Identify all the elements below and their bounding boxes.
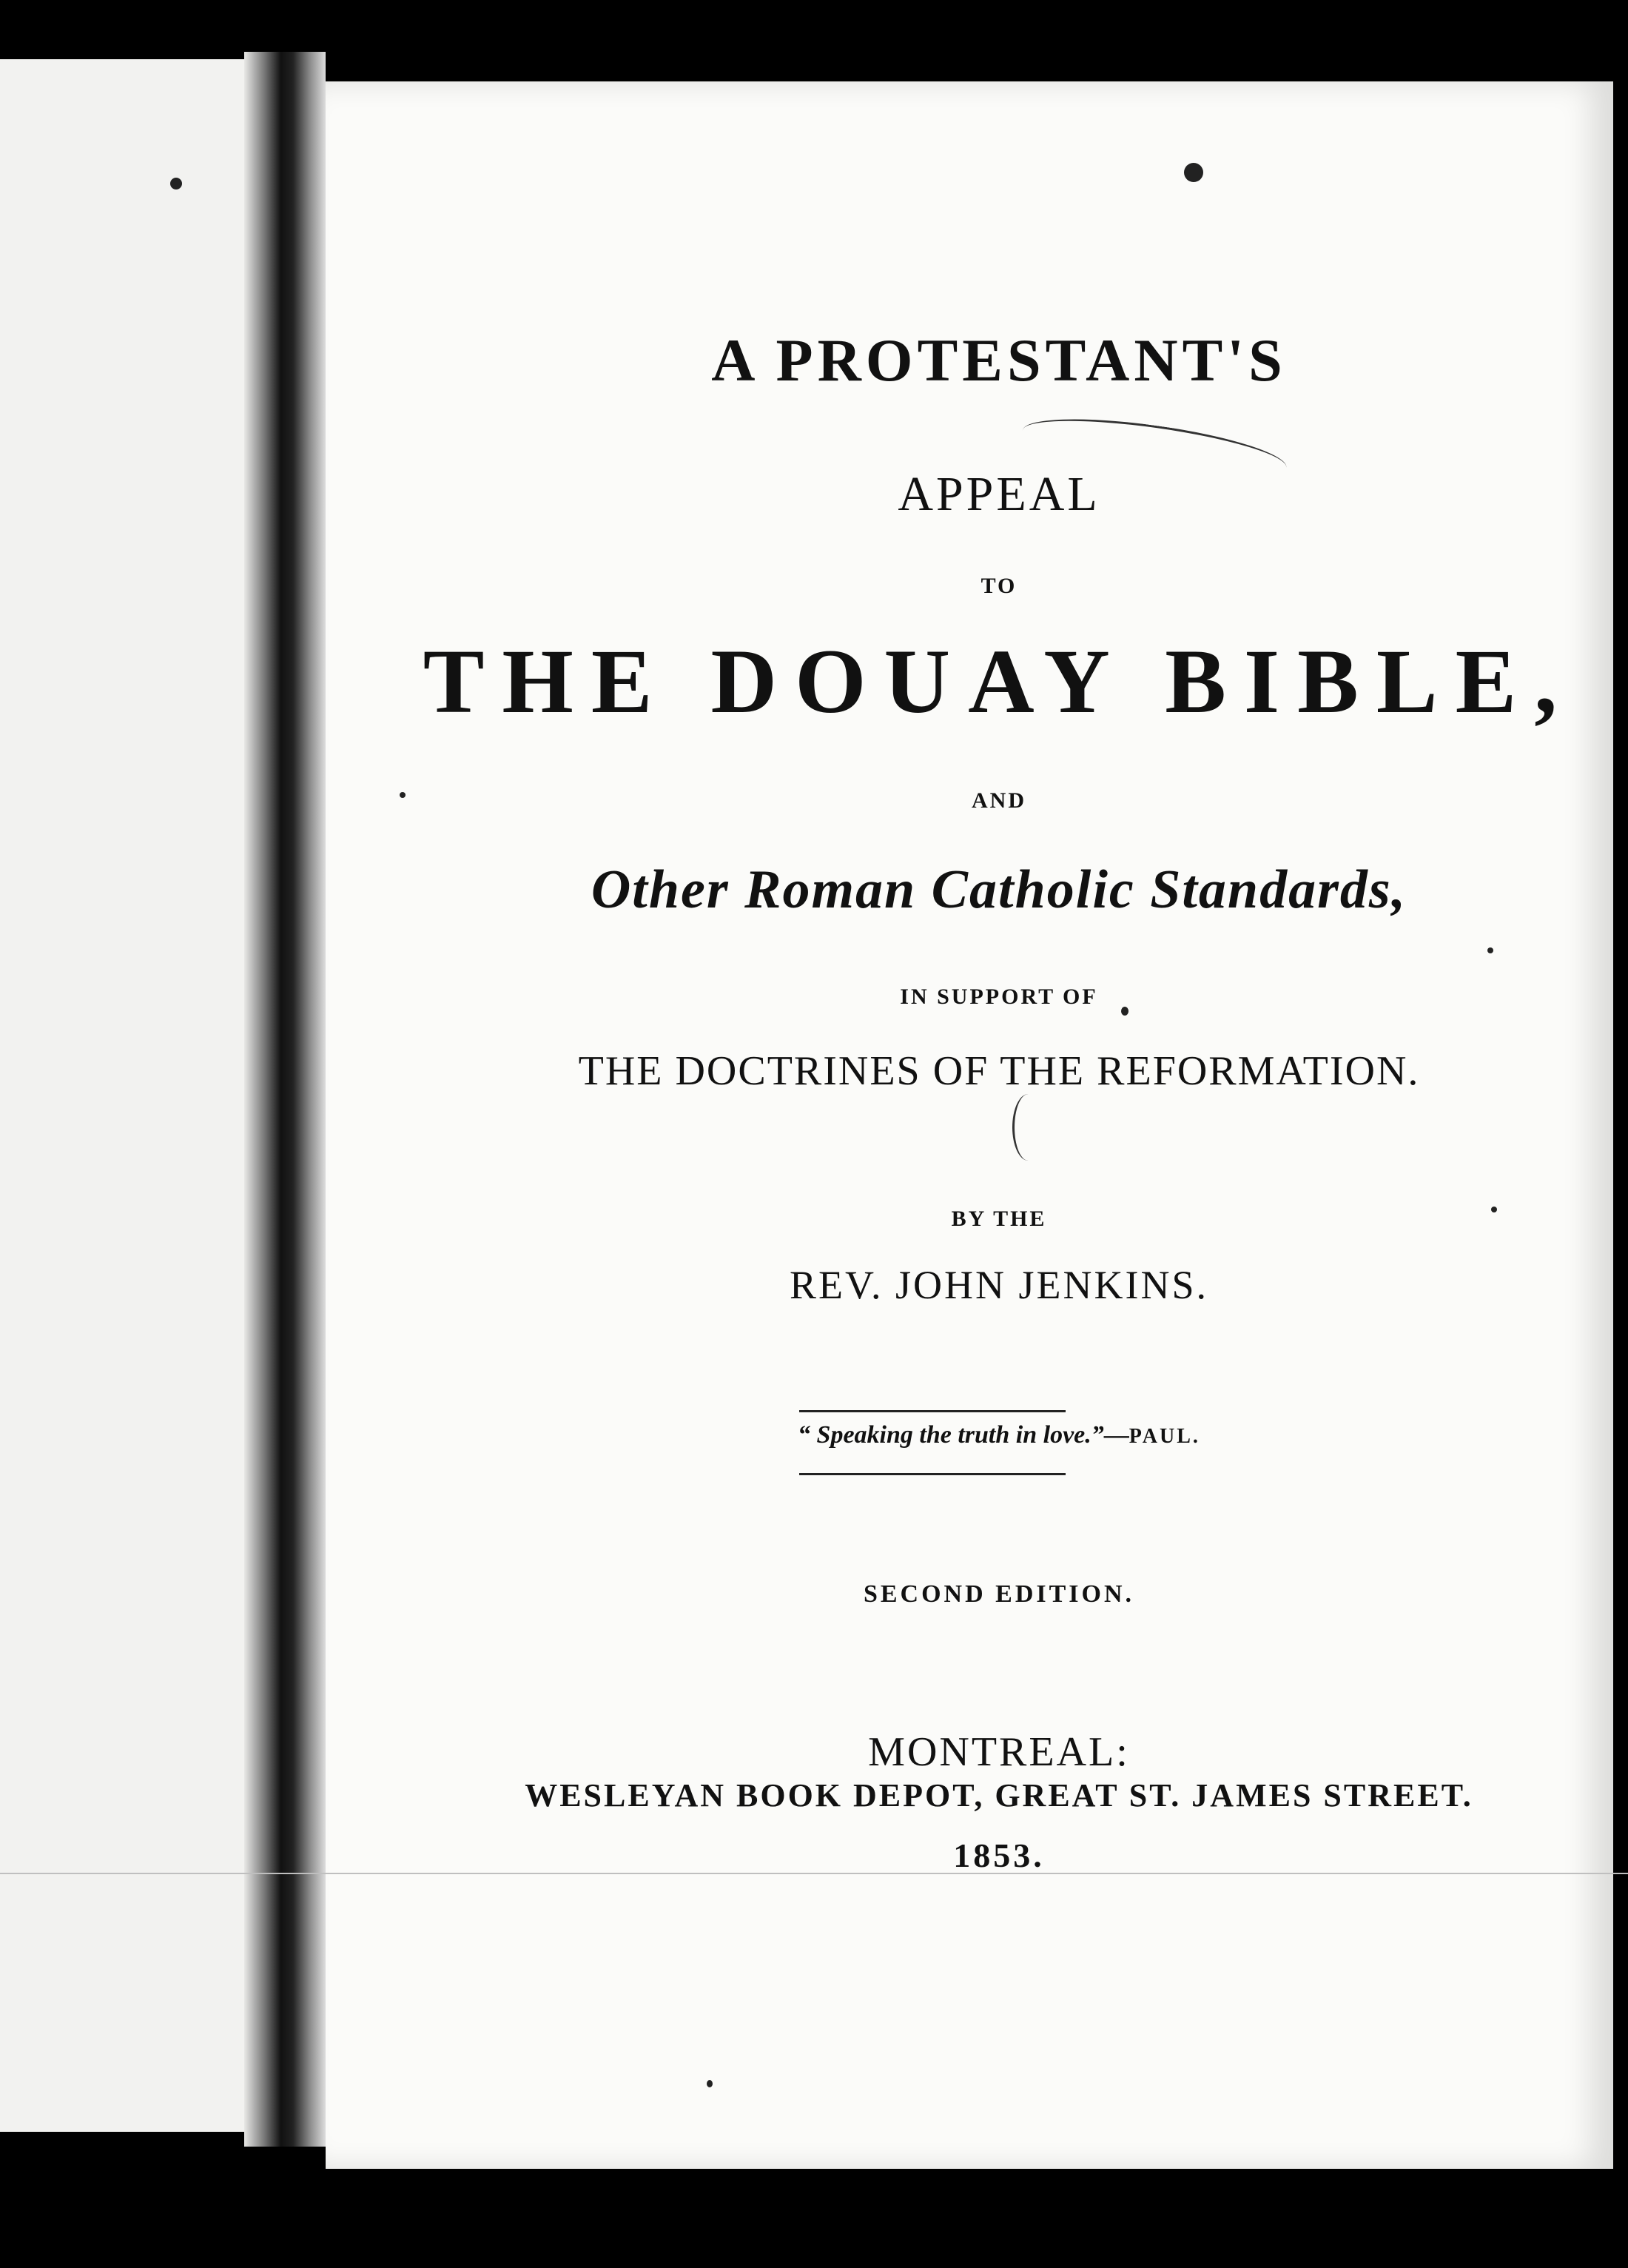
title-standards: Other Roman Catholic Standards,: [591, 859, 1407, 920]
motto-quote: “ Speaking the truth in love.”: [798, 1421, 1104, 1449]
by-the-label: BY THE: [951, 1207, 1047, 1231]
facing-page: [0, 59, 244, 2132]
title-doctrines: THE DOCTRINES OF THE REFORMATION.: [578, 1048, 1420, 1094]
motto: [326, 1421, 1613, 1449]
motto-rule-bottom: [799, 1473, 1066, 1475]
title-line-2: APPEAL: [898, 467, 1100, 521]
ink-speck: [1184, 163, 1203, 182]
title-line-1: A PROTESTANT'S: [711, 326, 1287, 394]
motto-attribution: PAUL.: [1128, 1425, 1200, 1448]
ink-speck: [707, 2080, 713, 2087]
ink-speck: [1487, 947, 1493, 953]
edition-label: SECOND EDITION.: [863, 1580, 1135, 1608]
title-and: AND: [972, 788, 1026, 813]
motto-rule-top: [799, 1410, 1066, 1412]
ink-speck: [170, 178, 182, 189]
main-title: THE DOUAY BIBLE,: [423, 631, 1575, 732]
book-spine: [244, 52, 326, 2147]
imprint-publisher: WESLEYAN BOOK DEPOT, GREAT ST. JAMES STREET.: [525, 1777, 1473, 1814]
title-in-support-of: IN SUPPORT OF: [900, 984, 1098, 1009]
motto-dash: —: [1103, 1421, 1129, 1449]
author-name: REV. JOHN JENKINS.: [789, 1263, 1209, 1307]
title-to: TO: [980, 574, 1018, 598]
imprint-year: 1853.: [953, 1836, 1045, 1874]
pencil-bracket-mark: [1012, 1094, 1044, 1161]
imprint-city: MONTREAL:: [868, 1729, 1130, 1775]
